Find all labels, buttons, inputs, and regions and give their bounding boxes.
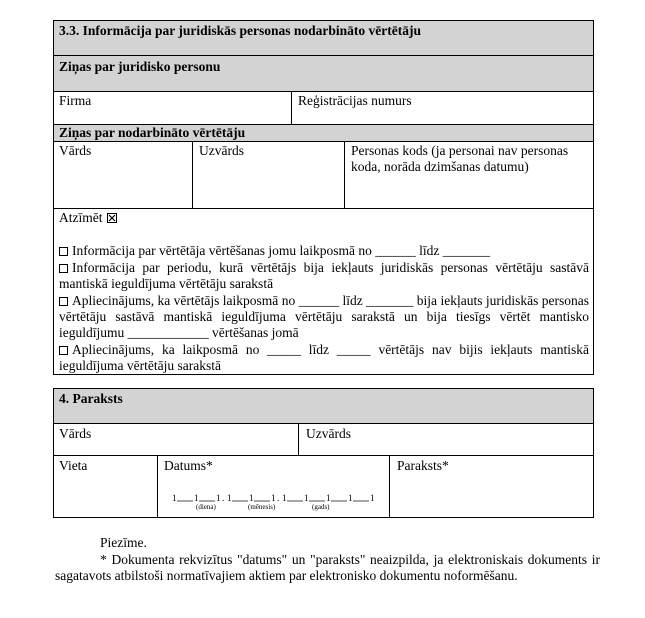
svg-text:.: .	[277, 494, 280, 503]
personal-code-label: Personas kods (ja personai nav personas koda, norāda dzimšanas datumu)	[351, 143, 569, 174]
svg-text:1: 1	[348, 494, 353, 503]
valuer-surname-label: Uzvārds	[199, 143, 244, 158]
option-2[interactable]	[59, 260, 589, 292]
signature-field[interactable]	[390, 456, 593, 517]
option-3-text: Apliecinājums, ka vērtētājs laikposmā no ______ līdz _______ bija iekļauts juridiskās personas vērtētāju sastāvā mantiskā ieguldījuma vērtētāju sarakstā un bija tiesīgs vērtēt mantisko ieguldījumu ____________ vērtēšanas jomā	[59, 293, 589, 340]
date-day-hint: (diena)	[196, 503, 216, 511]
checked-box-icon	[107, 213, 117, 223]
date-month-hint: (mēnesis)	[248, 503, 276, 511]
place-field[interactable]	[54, 456, 158, 517]
checkbox-icon[interactable]	[59, 346, 68, 355]
legal-person-header: Ziņas par juridisko personu	[59, 59, 221, 74]
option-1-text: Informācija par vērtētāja vērtēšanas jomu laikposmā no ______ līdz _______	[72, 243, 490, 258]
svg-text:1: 1	[326, 494, 331, 503]
valuer-name-field[interactable]	[54, 142, 193, 209]
firm-field[interactable]	[54, 92, 292, 125]
firm-label: Firma	[59, 93, 92, 108]
svg-text:1: 1	[227, 494, 232, 503]
section-3-3-form	[53, 20, 594, 375]
svg-text:1: 1	[172, 494, 177, 503]
note	[55, 535, 600, 605]
date-year-hint: (gads)	[312, 503, 330, 511]
date-label: Datums*	[164, 458, 213, 473]
mark-area	[54, 209, 593, 374]
option-4[interactable]	[59, 342, 589, 374]
svg-text:1: 1	[249, 494, 254, 503]
mark-label-row	[59, 210, 117, 226]
section-4-form	[53, 388, 594, 518]
employed-valuer-header-bar	[54, 125, 593, 142]
svg-text:1: 1	[216, 494, 221, 503]
section-3-3-title: 3.3. Informācija par juridiskās personas nodarbināto vērtētāju	[59, 23, 422, 38]
section-4-title: 4. Paraksts	[59, 391, 123, 406]
note-text: * Dokumenta rekvizītus "datums" un "paraksts" neaizpilda, ja elektroniskais dokuments ir sagatavots atbilstoši normatīvajiem aktiem par elektronisko dokumentu noformēšanu.	[55, 552, 600, 583]
signer-name-field[interactable]	[54, 424, 299, 456]
section-3-3-title-bar	[54, 21, 593, 56]
checkbox-icon[interactable]	[59, 297, 68, 306]
registration-number-label: Reģistrācijas numurs	[298, 93, 412, 108]
personal-code-field[interactable]	[345, 142, 593, 209]
employed-valuer-header: Ziņas par nodarbināto vērtētāju	[59, 125, 246, 140]
option-3[interactable]	[59, 293, 589, 341]
option-4-text: Apliecinājums, ka laikposmā no _____ līdz _____ vērtētājs nav bijis iekļauts mantiskā ieguldījuma vērtētāju sarakstā	[59, 342, 589, 373]
signer-surname-field[interactable]	[299, 424, 593, 456]
signer-surname-label: Uzvārds	[306, 426, 351, 441]
place-label: Vieta	[59, 458, 88, 473]
signer-name-label: Vārds	[59, 426, 92, 441]
svg-text:1: 1	[282, 494, 287, 503]
svg-text:1: 1	[194, 494, 199, 503]
registration-number-field[interactable]	[292, 92, 593, 125]
valuer-name-label: Vārds	[59, 143, 92, 158]
svg-text:1: 1	[370, 494, 375, 503]
svg-text:1: 1	[271, 494, 276, 503]
option-2-text: Informācija par periodu, kurā vērtētājs bija iekļauts juridiskās personas vērtētāju sastāvā mantiskā ieguldījuma vērtētāju sarakstā	[59, 260, 589, 291]
checkbox-icon[interactable]	[59, 247, 68, 256]
checkbox-icon[interactable]	[59, 264, 68, 273]
svg-text:1: 1	[304, 494, 309, 503]
signature-label: Paraksts*	[397, 458, 449, 473]
mark-label: Atzīmēt	[59, 210, 103, 225]
date-field[interactable]	[158, 456, 390, 517]
svg-text:.: .	[222, 494, 225, 503]
valuer-surname-field[interactable]	[193, 142, 345, 209]
section-4-title-bar	[54, 389, 593, 424]
note-heading: Piezīme.	[100, 535, 147, 550]
option-1[interactable]	[59, 243, 589, 259]
legal-person-header-bar	[54, 56, 593, 92]
